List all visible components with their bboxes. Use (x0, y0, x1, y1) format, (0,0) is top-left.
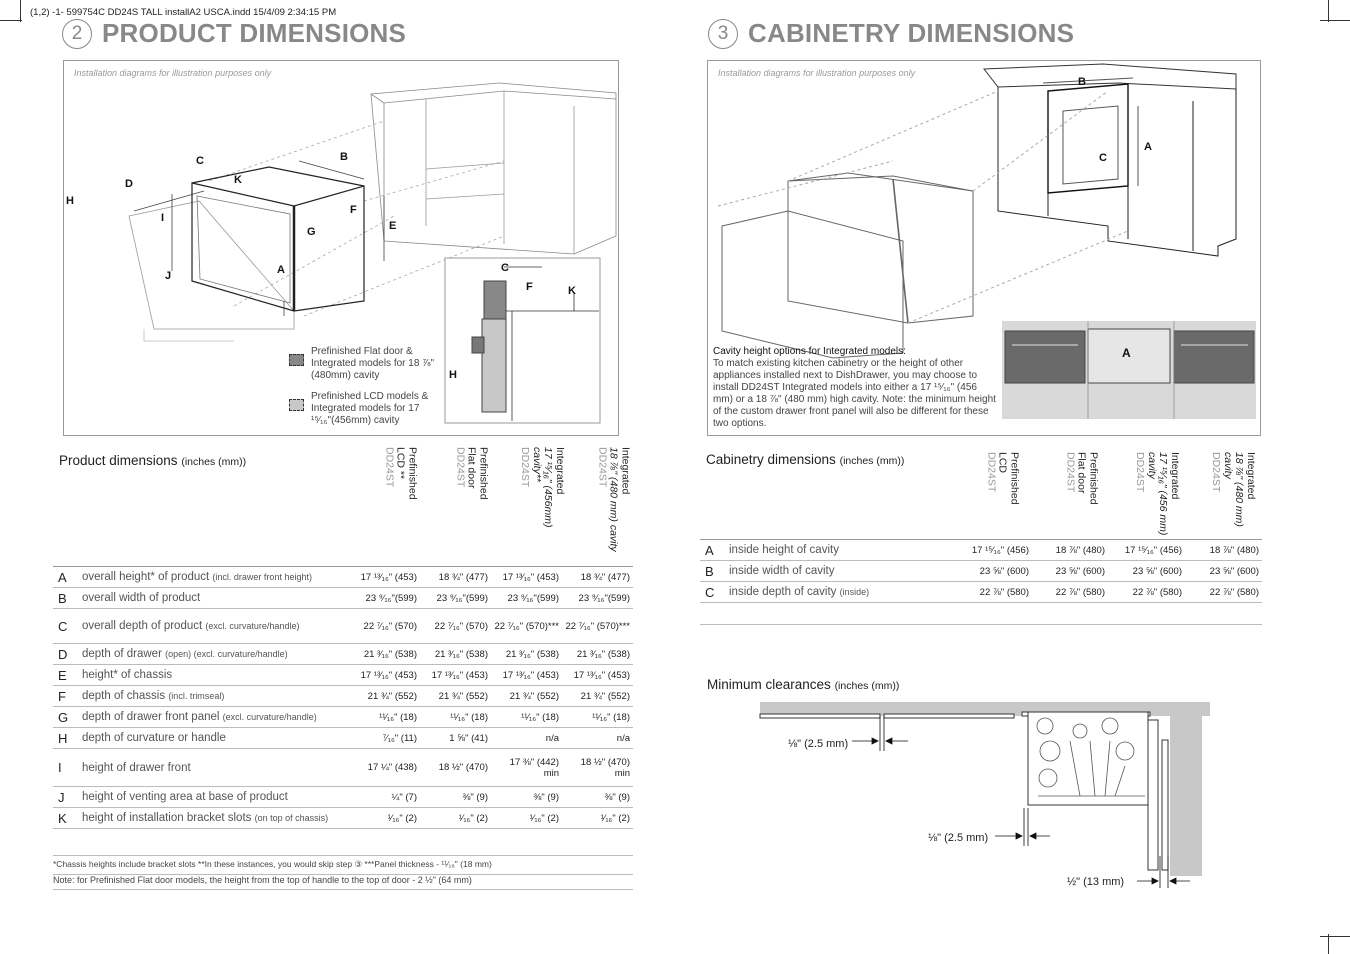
row-letter: C (700, 582, 726, 603)
row-label: inside height of cavity (729, 544, 839, 556)
value-cell: 17 ¼" (438) (349, 749, 420, 787)
print-slug: (1,2) -1- 599754C DD24S TALL installA2 USCA.indd 15/4/09 2:34:15 PM (30, 7, 337, 18)
cavity-body: To match existing kitchen cabinetry or the height of other appliances installed next to DishDrawer, you may choose to install DD24ST Integrated models into either a 17 ¹⁵⁄₁₆" (456 mm) or a 18 ⅞" (480 mm) high cavity. Note: the minimum height of the custom drawer front panel will also be different for these two options. (713, 358, 996, 429)
value-cell: ¹⁄₁₆" (2) (420, 808, 491, 829)
section-title: PRODUCT DIMENSIONS (102, 18, 407, 48)
row-label-cell (79, 567, 349, 588)
value-cell: 18 ¾" (477) (420, 567, 491, 588)
diagram-letter-c: C (1099, 152, 1107, 164)
row-label: overall height* of product (82, 571, 210, 583)
value-cell: 1 ⅝" (41) (420, 728, 491, 749)
diagram-letter-e: E (389, 220, 397, 232)
value-cell: 18 ¾" (477) (562, 567, 633, 588)
table-row (53, 686, 633, 707)
legend-swatch (289, 354, 304, 366)
value-cell: 17 ¹³⁄₁₆" (453) (491, 567, 562, 588)
diagram-letter-i: I (161, 212, 165, 224)
table-row (700, 540, 1262, 561)
column-header-line1: Prefinished (406, 447, 419, 500)
column-header-line2: Flat door (1075, 452, 1088, 494)
value-cell: 17 ¹⁵⁄₁₆" (456) (1108, 540, 1185, 561)
row-label: depth of drawer (82, 648, 162, 660)
row-letter: K (53, 808, 79, 829)
diagram-letter-b: B (1078, 76, 1086, 88)
cavity-height-options (713, 346, 998, 430)
legend-text: Prefinished LCD models & Integrated models for 17 ¹⁵⁄₁₆"(456mm) cavity (311, 391, 429, 426)
value-cell: 23 ⁹⁄₁₆"(599) (562, 588, 633, 609)
value-cell: 17 ⅜" (442) min (491, 749, 562, 787)
row-label: height of venting area at base of product (82, 791, 288, 803)
row-note: (excl. curvature/handle) (222, 712, 317, 722)
crop-mark (1328, 0, 1329, 22)
value-cell: ¹¹⁄₁₆" (18) (562, 707, 633, 728)
crop-mark (1328, 934, 1329, 954)
row-note: (inside) (839, 587, 870, 597)
section-number-badge: 3 (708, 19, 738, 49)
row-letter: C (53, 609, 79, 644)
diagram-letter-c: C (196, 155, 204, 167)
row-note: (incl. drawer front height) (212, 572, 312, 582)
footnote: Note: for Prefinished Flat door models, the height from the top of handle to the top of door - 2 ½" (64 mm) (53, 875, 633, 890)
row-label-cell (726, 540, 956, 561)
column-header-line2: 17 ¹⁵⁄₁₆" (456 mm) cavity (1146, 452, 1170, 536)
value-cell: 21 ³⁄₁₆" (538) (491, 644, 562, 665)
crop-mark (1320, 20, 1350, 21)
value-cell: 23 ⁹⁄₁₆"(599) (491, 588, 562, 609)
value-cell: 17 ¹³⁄₁₆" (453) (349, 567, 420, 588)
value-cell: ¹¹⁄₁₆" (18) (349, 707, 420, 728)
footnote: *Chassis heights include bracket slots **In these instances, you would skip step ③ ***Panel thickness - ¹¹⁄₁₆" (18 mm) (53, 855, 633, 875)
value-cell: 21 ³⁄₁₆" (538) (420, 644, 491, 665)
section-number-badge: 2 (62, 19, 92, 49)
table-row (53, 567, 633, 588)
column-header (434, 447, 508, 565)
product-dimensions-table (53, 566, 633, 829)
value-cell: 21 ¾" (552) (349, 686, 420, 707)
value-cell: 18 ½" (470) (420, 749, 491, 787)
cavity-photo-letter-a: A (1122, 346, 1131, 360)
row-label: height of installation bracket slots (82, 812, 252, 824)
value-cell: 22 ⅞" (580) (956, 582, 1032, 603)
row-label-cell (726, 582, 956, 603)
table-row (53, 728, 633, 749)
row-note: (on top of chassis) (254, 813, 329, 823)
row-letter: E (53, 665, 79, 686)
column-header-line1: Integrated (1245, 452, 1257, 500)
column-header (1196, 452, 1270, 536)
diagram-letter-a: A (1144, 141, 1152, 153)
column-header-line2: 17 ¹⁵⁄₁₆" (456mm) cavity** (531, 447, 555, 528)
value-cell: 22 ⅞" (580) (1185, 582, 1262, 603)
table-row (53, 749, 633, 787)
value-cell: 17 ¹⁵⁄₁₆" (456) (956, 540, 1032, 561)
column-header-model: DD24ST (454, 447, 467, 488)
column-header-model: DD24ST (985, 452, 998, 493)
value-cell: ¹⁄₁₆" (2) (562, 808, 633, 829)
row-label: depth of curvature or handle (82, 732, 226, 744)
clearances-units: (inches (mm)) (834, 680, 900, 692)
diagram-letter-b: B (340, 151, 348, 163)
row-letter: G (53, 707, 79, 728)
column-header-model: DD24ST (596, 447, 609, 488)
row-label-cell (726, 561, 956, 582)
value-cell: 17 ¹³⁄₁₆" (453) (491, 665, 562, 686)
product-dimensions-heading (62, 18, 406, 49)
row-letter: J (53, 787, 79, 808)
legend-text: Prefinished Flat door & Integrated models for 18 ⅞"(480mm) cavity (311, 346, 435, 381)
diagram-letter-g: G (307, 226, 316, 238)
row-label-cell (79, 588, 349, 609)
column-header-model: DD24ST (519, 447, 532, 488)
value-cell: 23 ⁹⁄₁₆"(599) (420, 588, 491, 609)
value-cell: 22 ⁷⁄₁₆" (570)*** (562, 609, 633, 644)
inset-letter-h: H (449, 369, 457, 381)
row-letter: F (53, 686, 79, 707)
table-row (53, 644, 633, 665)
table-row (53, 808, 633, 829)
legend-item (289, 391, 439, 427)
row-letter: D (53, 644, 79, 665)
column-header (505, 447, 579, 565)
row-letter: B (53, 588, 79, 609)
cabinetry-table-units: (inches (mm)) (839, 455, 905, 467)
value-cell: n/a (491, 728, 562, 749)
row-label-cell (79, 749, 349, 787)
value-cell: ¹¹⁄₁₆" (18) (420, 707, 491, 728)
column-header-line1: Prefinished (1087, 452, 1100, 505)
value-cell: 22 ⅞" (580) (1032, 582, 1108, 603)
value-cell: 21 ³⁄₁₆" (538) (562, 644, 633, 665)
column-header (363, 447, 437, 565)
row-label: height of drawer front (82, 761, 191, 774)
row-label: depth of drawer front panel (82, 711, 220, 723)
column-header-line2: Flat door (465, 447, 478, 489)
diagram-note: Installation diagrams for illustration purposes only (74, 68, 272, 78)
product-table-title-text: Product dimensions (59, 453, 178, 468)
column-header-line1: Integrated (619, 447, 632, 495)
column-header (1120, 452, 1194, 536)
diagram-letter-j: J (165, 270, 172, 282)
table-row (700, 582, 1262, 603)
column-header-line1: Integrated (554, 447, 566, 495)
column-header-line2: LCD (996, 452, 1009, 474)
value-cell: 23 ⅝" (600) (1108, 561, 1185, 582)
inset-letter-k: K (568, 285, 576, 297)
row-label-cell (79, 808, 349, 829)
diagram-note: Installation diagrams for illustration purposes only (718, 68, 916, 78)
value-cell: 17 ¹³⁄₁₆" (453) (420, 665, 491, 686)
crop-mark (0, 20, 22, 21)
inset-letter-f: F (526, 281, 533, 293)
row-label-cell (79, 787, 349, 808)
clearances-diagram (750, 696, 1210, 896)
column-header (576, 447, 650, 565)
value-cell: ⅜" (9) (420, 787, 491, 808)
legend-item (289, 346, 439, 382)
row-note: (incl. trimseal) (168, 691, 225, 701)
column-header-line1: Prefinished (477, 447, 490, 500)
value-cell: 23 ⁹⁄₁₆"(599) (349, 588, 420, 609)
row-letter: A (700, 540, 726, 561)
clearances-title (707, 677, 899, 692)
value-cell: 22 ⁷⁄₁₆" (570)*** (491, 609, 562, 644)
value-cell: 18 ⅞" (480) (1185, 540, 1262, 561)
column-header-model: DD24ST (1134, 452, 1147, 493)
value-cell: 23 ⅝" (600) (1032, 561, 1108, 582)
table-row (53, 609, 633, 644)
row-label: overall width of product (82, 592, 201, 604)
column-header-line2: 18 ⅞" (480 mm) cavity (1222, 452, 1246, 527)
row-note: (open) (excl. curvature/handle) (165, 649, 288, 659)
diagram-letter-a: A (277, 264, 285, 276)
legend-swatch (289, 399, 304, 411)
cabinetry-dimensions-table (700, 539, 1262, 603)
inset-letter-c: C (501, 262, 509, 274)
column-header (1044, 452, 1118, 536)
row-label-cell (79, 609, 349, 644)
row-letter: H (53, 728, 79, 749)
table-row (700, 561, 1262, 582)
row-letter: I (53, 749, 79, 787)
value-cell: ¹⁄₁₆" (2) (491, 808, 562, 829)
crop-mark (20, 0, 21, 22)
value-cell: 21 ¾" (552) (420, 686, 491, 707)
row-label: inside depth of cavity (729, 586, 837, 598)
value-cell: 22 ⁷⁄₁₆" (570) (420, 609, 491, 644)
row-label: inside width of cavity (729, 565, 835, 577)
table-row (53, 588, 633, 609)
cabinetry-dimensions-heading (708, 18, 1074, 49)
section-title: CABINETRY DIMENSIONS (748, 18, 1075, 48)
cabinetry-table-title (706, 452, 904, 467)
clearance-label: ½" (13 mm) (1067, 876, 1125, 888)
column-header-line1: Prefinished (1008, 452, 1021, 505)
crop-mark (1320, 936, 1350, 937)
value-cell: 17 ¹³⁄₁₆" (453) (349, 665, 420, 686)
value-cell: 21 ¾" (552) (491, 686, 562, 707)
value-cell: 23 ⅝" (600) (1185, 561, 1262, 582)
value-cell: 17 ¹³⁄₁₆" (453) (562, 665, 633, 686)
value-cell: 23 ⅝" (600) (956, 561, 1032, 582)
column-header (965, 452, 1039, 536)
column-header-line2: 18 ⅞" (480 mm) cavity (607, 447, 620, 552)
table-rule (700, 624, 1262, 625)
row-label-cell (79, 665, 349, 686)
value-cell: ¹¹⁄₁₆" (18) (491, 707, 562, 728)
value-cell: 18 ½" (470) min (562, 749, 633, 787)
row-label-cell (79, 644, 349, 665)
product-diagram (63, 60, 619, 436)
clearances-title-text: Minimum clearances (707, 677, 831, 692)
row-label: depth of chassis (82, 690, 166, 702)
row-note: (excl. curvature/handle) (205, 621, 300, 631)
row-letter: A (53, 567, 79, 588)
clearance-label: ⅛" (2.5 mm) (928, 832, 989, 844)
value-cell: ⅜" (9) (562, 787, 633, 808)
product-table-units: (inches (mm)) (181, 456, 247, 468)
row-label-cell (79, 707, 349, 728)
diagram-letter-k: K (234, 174, 242, 186)
column-header-model: DD24ST (383, 447, 396, 488)
cabinetry-table-title-text: Cabinetry dimensions (706, 452, 836, 467)
clearance-label: ⅛" (2.5 mm) (788, 738, 849, 750)
table-row (53, 707, 633, 728)
diagram-letter-h: H (66, 195, 74, 207)
diagram-letter-d: D (125, 178, 133, 190)
column-header-line2: LCD ** (394, 447, 407, 480)
column-header-line1: Integrated (1169, 452, 1181, 500)
table-row (53, 665, 633, 686)
value-cell: ¹⁄₁₆" (2) (349, 808, 420, 829)
value-cell: ⅜" (9) (491, 787, 562, 808)
diagram-letter-f: F (350, 204, 357, 216)
value-cell: 18 ⅞" (480) (1032, 540, 1108, 561)
value-cell: 21 ¾" (552) (562, 686, 633, 707)
row-label-cell (79, 686, 349, 707)
table-row (53, 787, 633, 808)
column-header-model: DD24ST (1210, 452, 1223, 493)
column-header-model: DD24ST (1064, 452, 1077, 493)
value-cell: 22 ⅞" (580) (1108, 582, 1185, 603)
cavity-title: Cavity height options for Integrated models: (713, 346, 906, 357)
value-cell: ⁷⁄₁₆" (11) (349, 728, 420, 749)
value-cell: 21 ³⁄₁₆" (538) (349, 644, 420, 665)
row-label: overall depth of product (82, 620, 203, 632)
value-cell: 22 ⁷⁄₁₆" (570) (349, 609, 420, 644)
value-cell: n/a (562, 728, 633, 749)
value-cell: ¼" (7) (349, 787, 420, 808)
row-label-cell (79, 728, 349, 749)
product-table-title (59, 453, 246, 468)
row-letter: B (700, 561, 726, 582)
row-label: height* of chassis (82, 669, 173, 681)
